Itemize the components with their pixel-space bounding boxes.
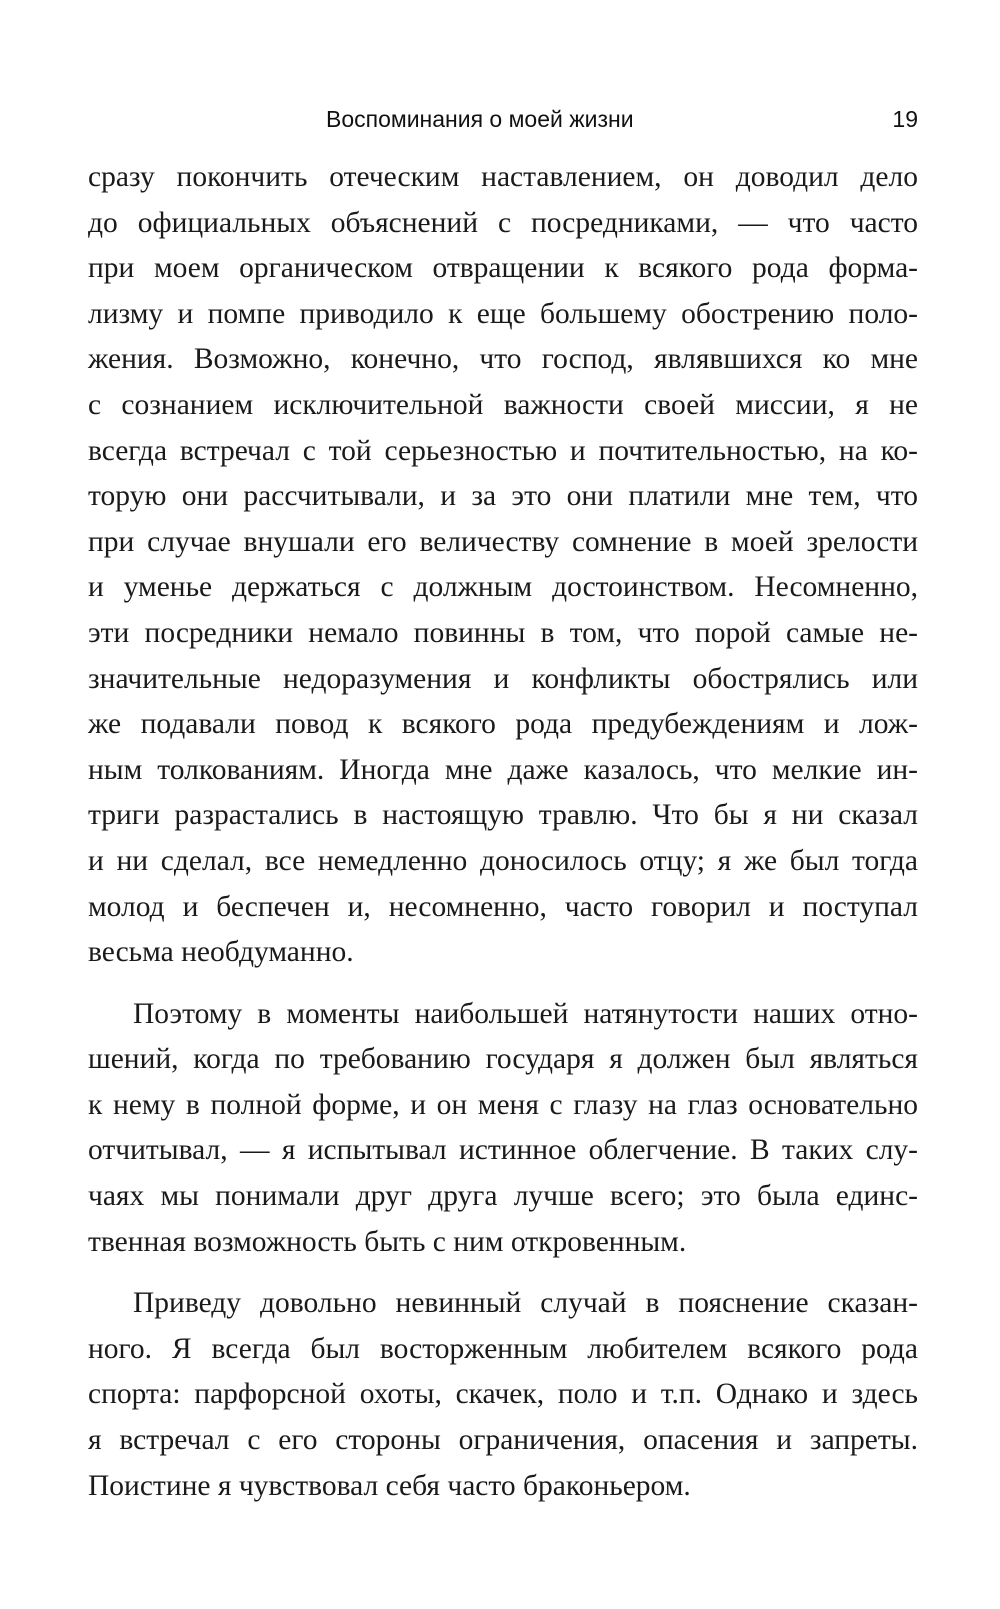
text-line: значительные недоразумения и конфликты обострялись или xyxy=(88,662,918,695)
text-line: Поистине я чувствовал себя часто браконьером. xyxy=(88,1469,691,1502)
text-line: спорта: парфорсной охоты, скачек, поло и т.п. Однако и здесь xyxy=(88,1378,918,1411)
text-line: твенная возможность быть с ним откровенным. xyxy=(88,1225,687,1258)
text-line: с сознанием исключительной важности своей миссии, я не xyxy=(88,388,918,421)
text-line: весьма необдуманно. xyxy=(88,936,354,969)
paragraph xyxy=(88,155,918,976)
text-line: до официальных объяснений с посредниками, — что часто xyxy=(88,206,918,239)
text-line: Поэтому в моменты наибольшей натянутости наших отно- xyxy=(133,997,918,1030)
text-line: торую они рассчитывали, и за это они платили мне тем, что xyxy=(88,480,918,513)
text-line: Приведу довольно невинный случай в пояснение сказан- xyxy=(133,1287,918,1320)
text-line: молод и беспечен и, несомненно, часто говорил и поступал xyxy=(88,890,918,923)
text-line: лизму и помпе приводило к еще большему обострению поло- xyxy=(88,297,918,330)
running-title: Воспоминания о моей жизни xyxy=(326,106,634,132)
running-header xyxy=(88,98,918,138)
text-line: и ни сделал, все немедленно доносилось отцу; я же был тогда xyxy=(88,844,918,877)
text-line: чаях мы понимали друг друга лучше всего; это была единс- xyxy=(88,1180,918,1213)
text-line: же подавали повод к всякого рода предубеждениям и лож- xyxy=(88,708,918,741)
text-line: жения. Возможно, конечно, что господ, являвшихся ко мне xyxy=(88,343,918,376)
paragraph xyxy=(88,992,918,1266)
text-line: шений, когда по требованию государя я должен был являться xyxy=(88,1043,918,1076)
text-line: при случае внушали его величеству сомнение в моей зрелости xyxy=(88,525,918,558)
text-line: триги разрастались в настоящую травлю. Что бы я ни сказал xyxy=(88,799,918,832)
text-line: я встречал с его стороны ограничения, опасения и запреты. xyxy=(88,1424,918,1457)
paragraph xyxy=(88,1281,918,1509)
text-line: и уменье держаться с должным достоинством. Несомненно, xyxy=(88,571,918,604)
text-line: всегда встречал с той серьезностью и почтительностью, на ко- xyxy=(88,434,918,467)
text-line: эти посредники немало повинны в том, что порой самые не- xyxy=(88,616,918,649)
text-line: сразу покончить отеческим наставлением, он доводил дело xyxy=(88,161,918,193)
text-line: отчитывал, — я испытывал истинное облегчение. В таких слу- xyxy=(88,1134,918,1167)
page-number: 19 xyxy=(892,106,918,132)
text-line: к нему в полной форме, и он меня с глазу на глаз основательно xyxy=(88,1088,918,1121)
text-line: ным толкованиям. Иногда мне даже казалось, что мелкие ин- xyxy=(88,753,918,786)
text-line: ного. Я всегда был восторженным любителем всякого рода xyxy=(88,1332,918,1365)
body-text xyxy=(88,155,918,1525)
text-line: при моем органическом отвращении к всякого рода форма- xyxy=(88,252,918,285)
